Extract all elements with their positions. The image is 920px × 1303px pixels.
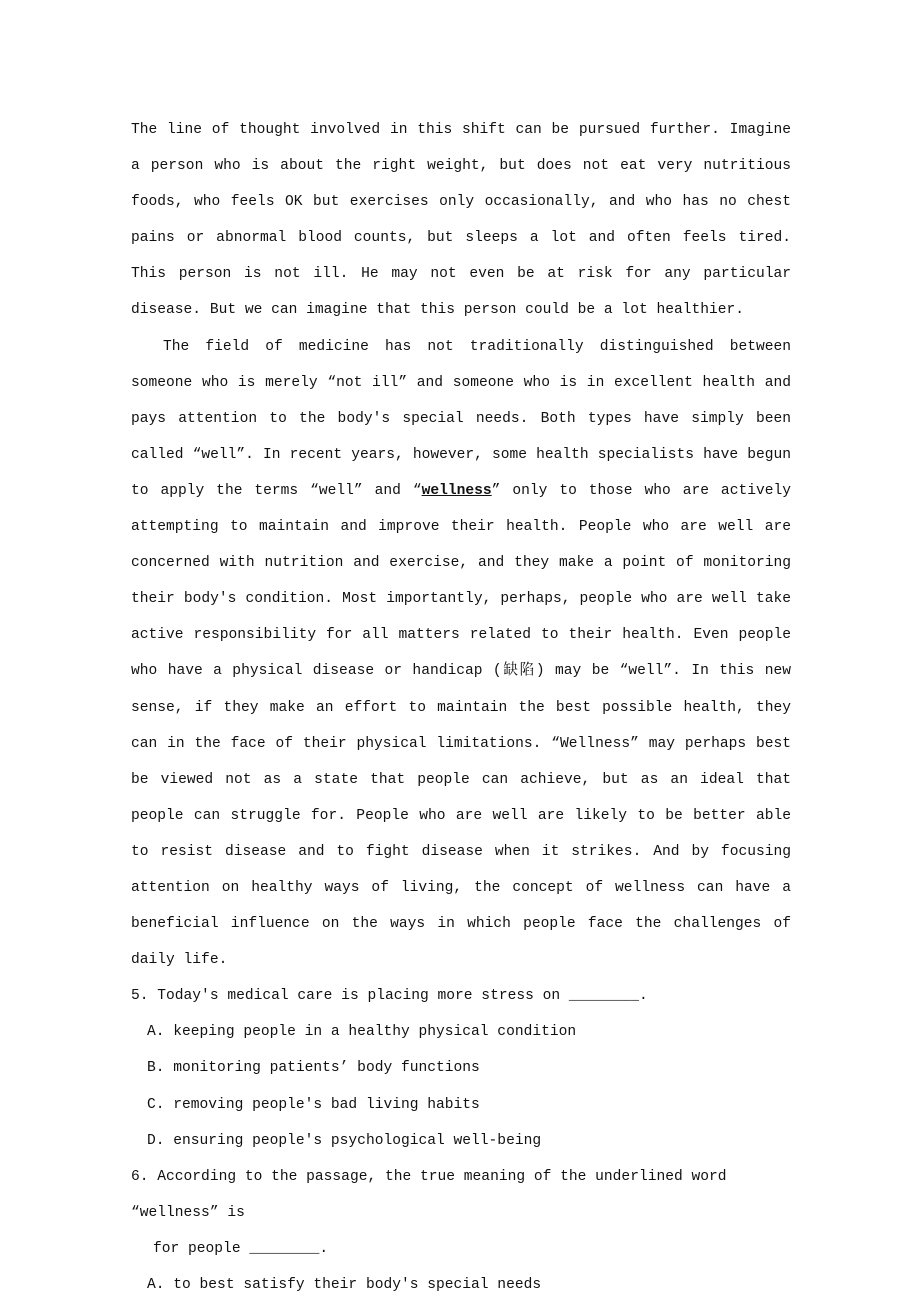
paragraph-2-text-after: ” only to those who are actively attempting to maintain and improve their health. People who are well are concerned with nutrition and exercise, and they make a point of monitoring their body's condition. Most importantly, perhaps, people who are well take active responsibility for all matters related to their health. Even people who have a physical disease or handicap (缺陷) may be “well”. In this new sense, if they make an effort to maintain the best possible health, they can in the face of their physical limitations. “Wellness” may perhaps best be viewed not as a state that people can achieve, but as an ideal that people can struggle for. People who are well are likely to be better able to resist disease and to fight disease when it strikes. And by focusing attention on healthy ways of living, the concept of wellness can have a beneficial influence on the ways in which people face the challenges of daily life.: [131, 482, 791, 969]
question-5: [131, 978, 791, 1158]
question-5-option-c: C. removing people's bad living habits: [147, 1096, 480, 1113]
question-5-option-b: B. monitoring patients’ body functions: [147, 1060, 480, 1077]
underlined-word-wellness: wellness: [421, 482, 492, 499]
paragraph-2-text-before: The field of medicine has not traditionally distinguished between someone who is merely “not ill” and someone who is in excellent health and pays attention to the body's special needs. Both types have simply been called “well”. In recent years, however, some health specialists have begun to apply the terms “well” and “: [131, 338, 791, 499]
question-6-option-a: A. to best satisfy their body's special needs: [147, 1277, 542, 1293]
question-5-option-a: A. keeping people in a healthy physical condition: [147, 1024, 577, 1041]
question-5-option-d: D. ensuring people's psychological well-being: [147, 1132, 542, 1149]
passage-paragraph-2: [131, 329, 791, 979]
question-6-stem-line-2: for people ________.: [153, 1240, 329, 1257]
question-5-stem: 5. Today's medical care is placing more stress on ________.: [131, 988, 648, 1005]
question-6-stem-line-1: 6. According to the passage, the true meaning of the underlined word “wellness” is: [131, 1168, 727, 1221]
paragraph-1-text: The line of thought involved in this shift can be pursued further. Imagine a person who is about the right weight, but does not eat very nutritious foods, who feels OK but exercises only occasionally, and who has no chest pains or abnormal blood counts, but sleeps a lot and often feels tired. This person is not ill. He may not even be at risk for any particular disease. But we can imagine that this person could be a lot healthier.: [131, 122, 791, 319]
document-page: [131, 112, 791, 1303]
question-6: [131, 1159, 791, 1303]
passage-paragraph-1: [131, 112, 791, 329]
